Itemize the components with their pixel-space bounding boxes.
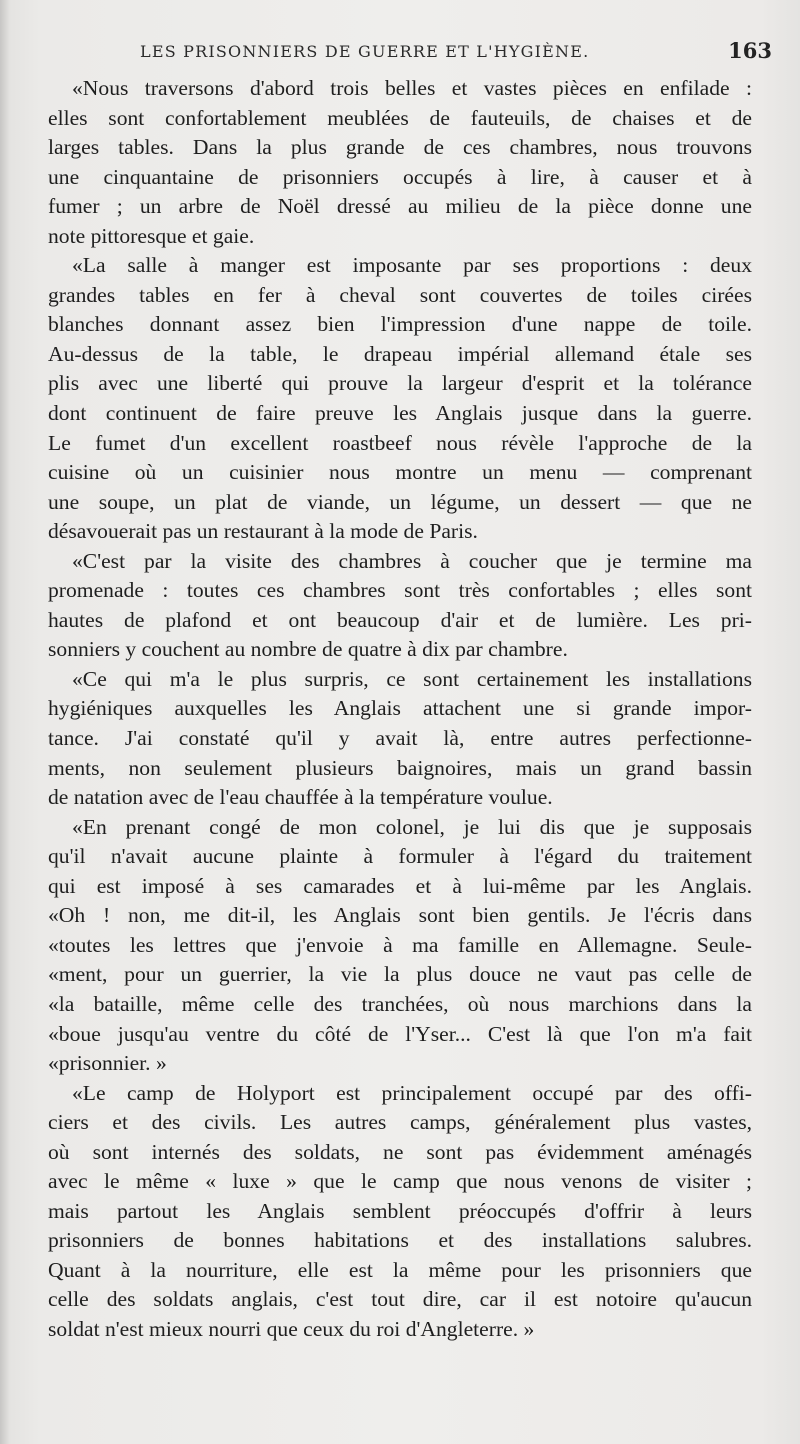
text-line: soldat n'est mieux nourri que ceux du roi d'Angleterre. » — [48, 1316, 535, 1341]
text-line: tance. J'ai constaté qu'il y avait là, entre autres perfectionne- — [48, 726, 752, 751]
paragraph — [48, 547, 752, 665]
text-line: Quant à la nourriture, elle est la même pour les prisonniers que — [48, 1257, 752, 1282]
text-line: Le fumet d'un excellent roastbeef nous révèle l'approche de la — [48, 430, 752, 455]
body-text — [48, 74, 752, 1345]
text-line: «Oh ! non, me dit-il, les Anglais sont bien gentils. Je l'écris dans — [48, 903, 752, 928]
text-line: plis avec une liberté qui prouve la largeur d'esprit et la tolérance — [48, 371, 752, 396]
text-line: où sont internés des soldats, ne sont pas évidemment aménagés — [48, 1139, 752, 1164]
text-line: de natation avec de l'eau chauffée à la température voulue. — [48, 785, 553, 810]
text-line: «La salle à manger est imposante par ses proportions : deux — [72, 253, 752, 278]
text-line: sonniers y couchent au nombre de quatre à dix par chambre. — [48, 637, 568, 662]
text-line: qu'il n'avait aucune plainte à formuler à l'égard du traitement — [48, 844, 752, 869]
text-line: «Le camp de Holyport est principalement occupé par des offi- — [72, 1080, 752, 1105]
text-line: fumer ; un arbre de Noël dressé au milieu de la pièce donne une — [48, 194, 752, 219]
text-line: hygiéniques auxquelles les Anglais attachent une si grande impor- — [48, 696, 752, 721]
text-line: «prisonnier. » — [48, 1051, 167, 1076]
paragraph — [48, 251, 752, 546]
text-line: qui est imposé à ses camarades et à lui-même par les Anglais. — [48, 873, 752, 898]
text-line: «toutes les lettres que j'envoie à ma famille en Allemagne. Seule- — [48, 932, 752, 957]
text-line: celle des soldats anglais, c'est tout dire, car il est notoire qu'aucun — [48, 1287, 752, 1312]
text-line: «En prenant congé de mon colonel, je lui dis que je supposais — [72, 814, 752, 839]
text-line: avec le même « luxe » que le camp que nous venons de visiter ; — [48, 1169, 752, 1194]
text-line: note pittoresque et gaie. — [48, 223, 255, 248]
text-line: ciers et des civils. Les autres camps, généralement plus vastes, — [48, 1110, 752, 1135]
text-line: grandes tables en fer à cheval sont couvertes de toiles cirées — [48, 282, 752, 307]
text-line: prisonniers de bonnes habitations et des installations salubres. — [48, 1228, 752, 1253]
text-line: cuisine où un cuisinier nous montre un menu — comprenant — [48, 460, 752, 485]
text-line: ments, non seulement plusieurs baignoires, mais un grand bassin — [48, 755, 752, 780]
text-line: larges tables. Dans la plus grande de ces chambres, nous trouvons — [48, 135, 752, 160]
text-line: «la bataille, même celle des tranchées, où nous marchions dans la — [48, 991, 752, 1016]
page-number: 163 — [728, 38, 772, 63]
text-line: Au-dessus de la table, le drapeau impérial allemand étale ses — [48, 341, 752, 366]
text-line: promenade : toutes ces chambres sont très confortables ; elles sont — [48, 578, 752, 603]
text-line: une soupe, un plat de viande, un légume, un dessert — que ne — [48, 489, 752, 514]
running-head-title: LES PRISONNIERS DE GUERRE ET L'HYGIÈNE. — [140, 42, 590, 61]
text-line: elles sont confortablement meublées de fauteuils, de chaises et de — [48, 105, 752, 130]
running-head — [48, 36, 772, 66]
paragraph — [48, 813, 752, 1079]
text-line: désavouerait pas un restaurant à la mode de Paris. — [48, 519, 478, 544]
text-line: une cinquantaine de prisonniers occupés à lire, à causer et à — [48, 164, 752, 189]
text-line: «C'est par la visite des chambres à coucher que je termine ma — [72, 548, 752, 573]
text-line: «ment, pour un guerrier, la vie la plus douce ne vaut pas celle de — [48, 962, 752, 987]
text-line: «Ce qui m'a le plus surpris, ce sont certainement les installations — [72, 666, 752, 691]
scan-edge-shadow — [0, 0, 10, 1444]
text-line: hautes de plafond et ont beaucoup d'air et de lumière. Les pri- — [48, 607, 752, 632]
text-line: «Nous traversons d'abord trois belles et vastes pièces en enfilade : — [72, 76, 752, 100]
text-line: blanches donnant assez bien l'impression d'une nappe de toile. — [48, 312, 752, 337]
text-line: mais partout les Anglais semblent préoccupés d'offrir à leurs — [48, 1198, 752, 1223]
paragraph — [48, 1079, 752, 1345]
paragraph — [48, 665, 752, 813]
text-line: dont continuent de faire preuve les Anglais jusque dans la guerre. — [48, 401, 752, 426]
paragraph — [48, 74, 752, 251]
text-line: «boue jusqu'au ventre du côté de l'Yser... C'est là que l'on m'a fait — [48, 1021, 752, 1046]
